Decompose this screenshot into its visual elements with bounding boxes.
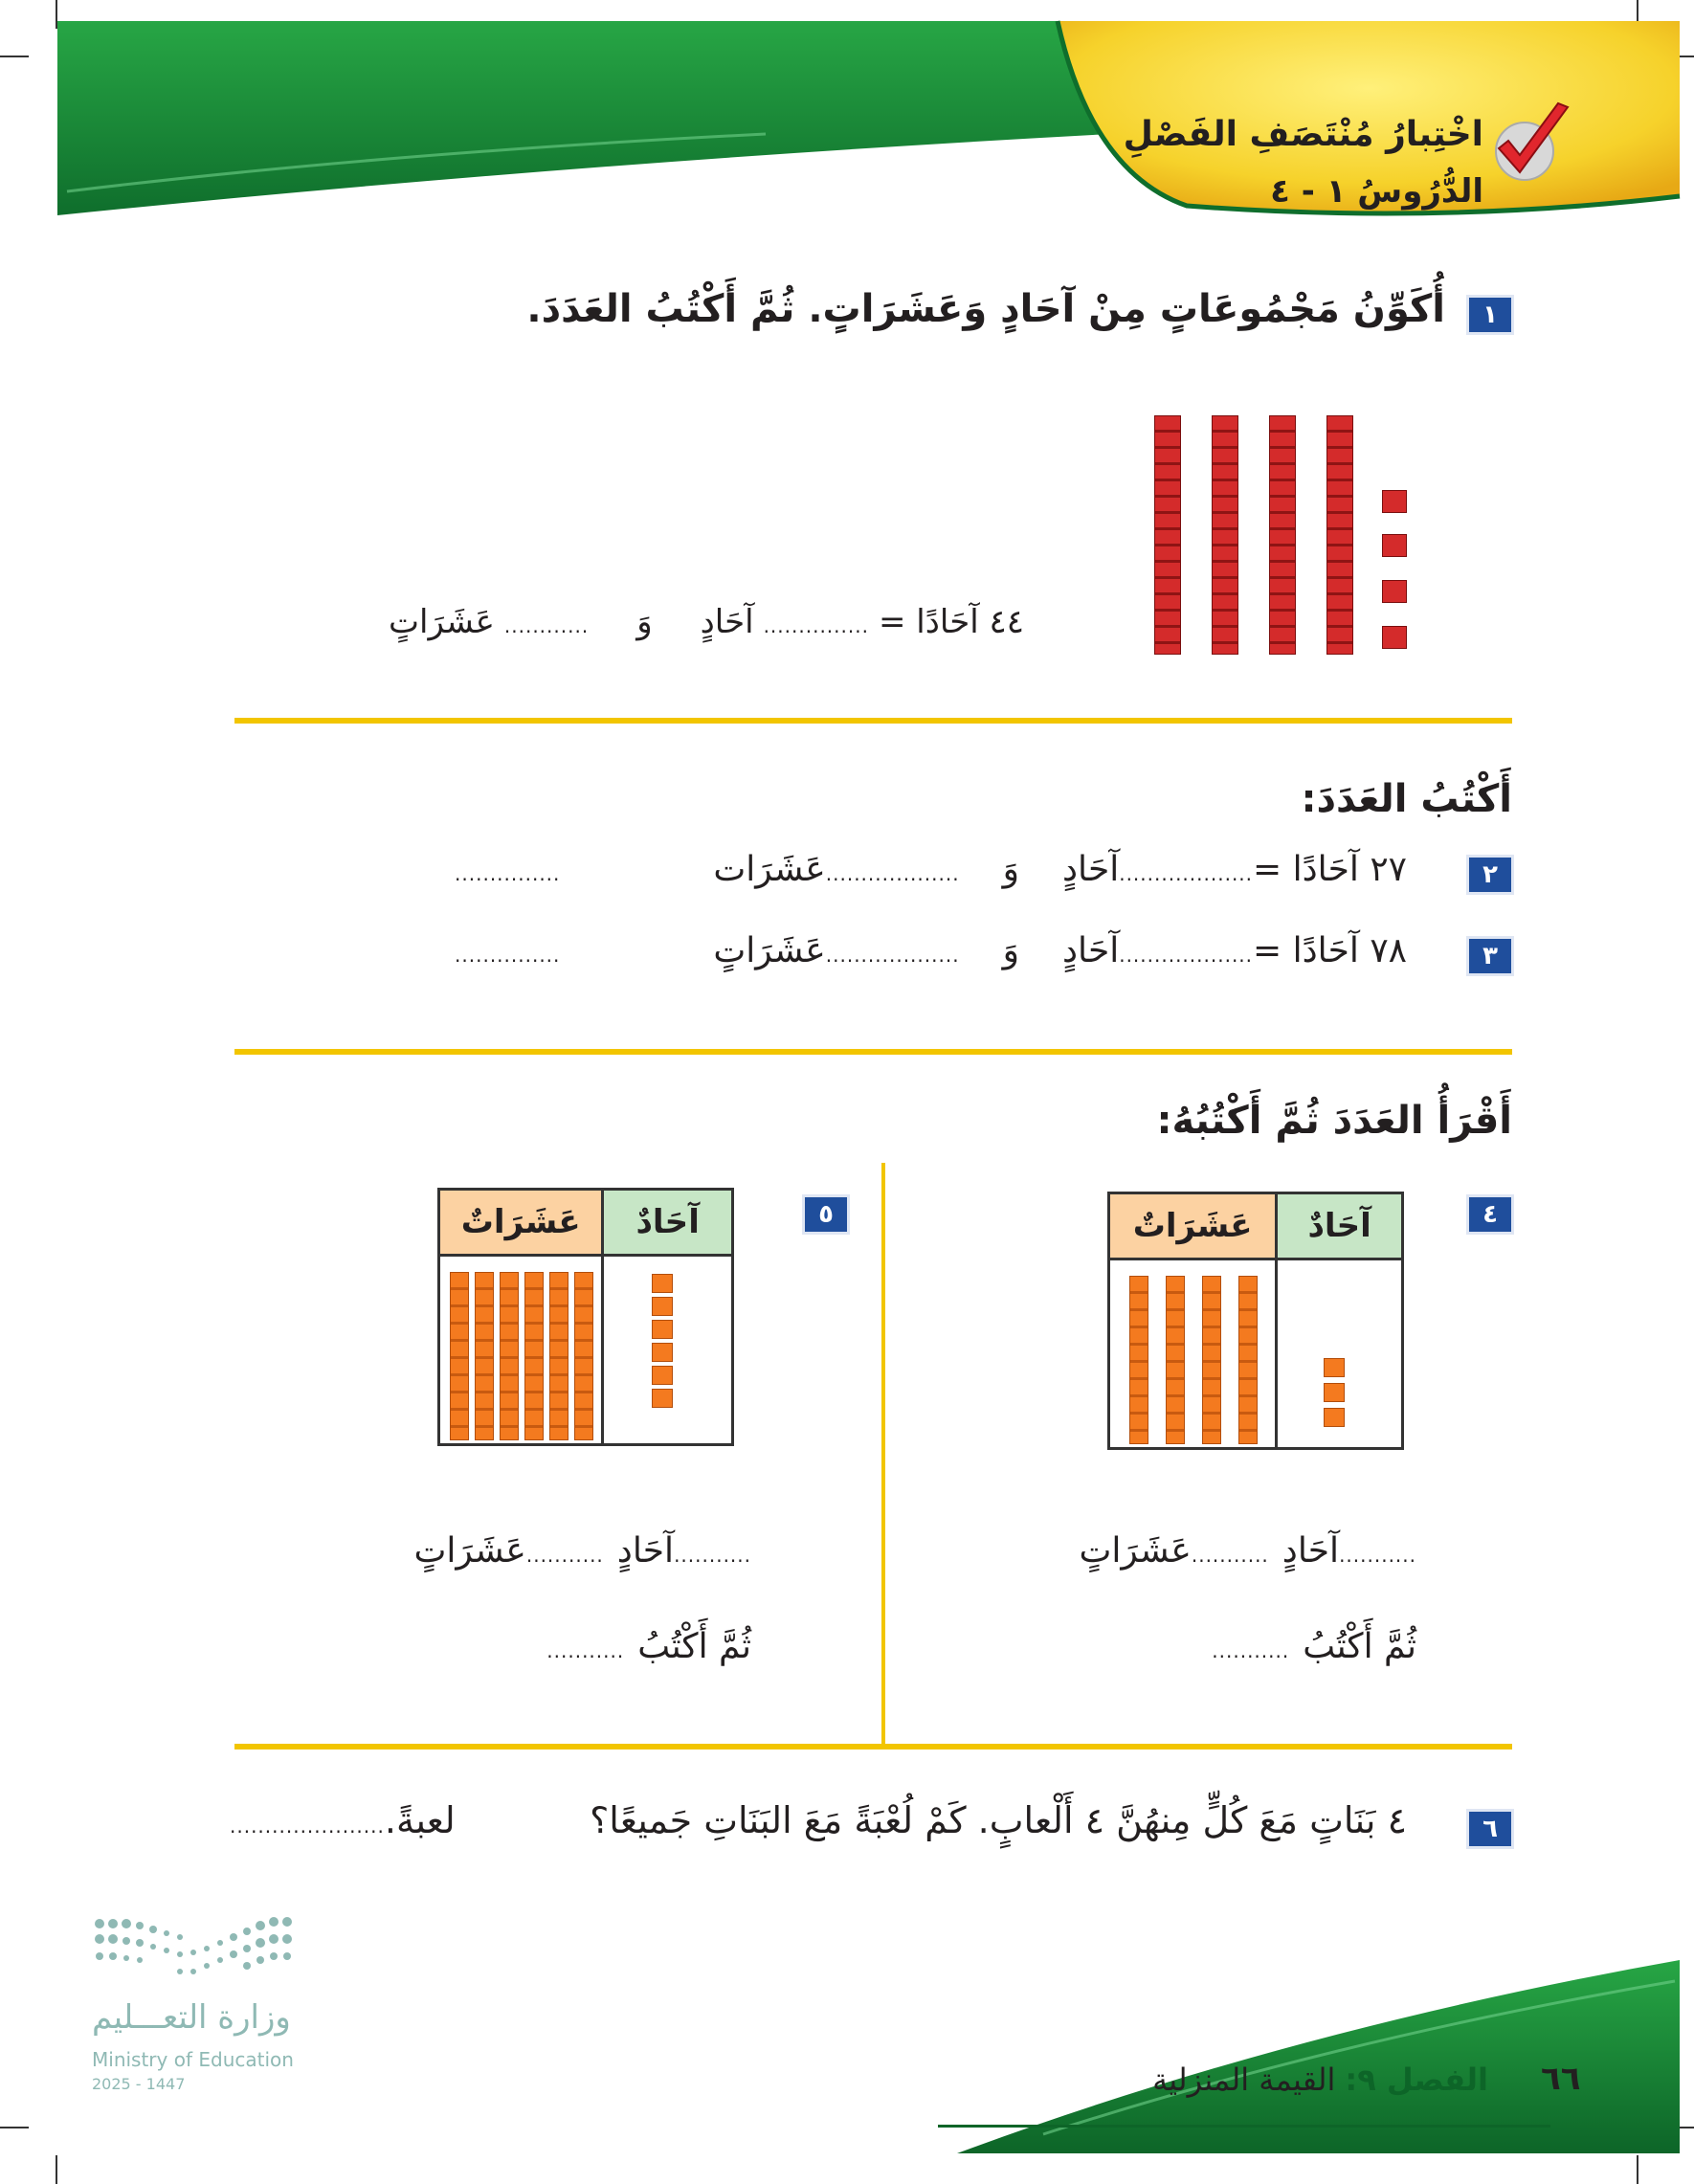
ministry-logo-icon [92,1914,302,1987]
ones-header: آحَادٌ [1278,1194,1401,1258]
one-cube [1324,1358,1345,1377]
one-cube [1382,490,1407,513]
ten-rod [549,1272,568,1440]
answer-blank[interactable]: ........... [525,1544,604,1567]
then-write: ثُمَّ أَكْتُبُ [637,1627,751,1666]
count-label: ٤٤ آحَادًا = [878,603,1024,641]
tens-word: عَشَرَاتٍ [1079,1531,1192,1571]
and-word: وَ [1002,850,1019,889]
tens-column [440,1257,604,1446]
answer-blank[interactable]: ............... [763,614,869,637]
ones-word: آحَادٍ [700,603,754,641]
section-heading: أَقْرَأُ العَدَدَ ثُمَّ أَكْتُبُهُ: [1156,1099,1512,1143]
answer-blank[interactable]: ........... [1191,1544,1269,1567]
question-number-badge: ٤ [1466,1194,1514,1235]
number-answer-blank[interactable]: ........... [546,1639,625,1662]
ten-rod [1269,415,1296,655]
answer-blank[interactable]: ...................... [230,1815,385,1838]
one-cube [652,1366,673,1385]
checkmark-icon [1482,96,1577,191]
ones-word: آحَادٍ [1282,1531,1340,1571]
one-cube [652,1297,673,1316]
question-number-badge: ٣ [1466,936,1514,976]
answer-blank[interactable]: ............ [503,614,590,637]
ten-rod [574,1272,593,1440]
page-number: ٦٦ [1541,2060,1581,2098]
one-cube [652,1274,673,1293]
tens-word: عَشَرَاتٍ [413,1531,526,1571]
ten-rod [1129,1276,1148,1444]
one-cube [652,1320,673,1339]
chapter-title: القيمة المنزلية [1152,2061,1336,2098]
section-heading: أَكْتُبُ العَدَدَ: [1301,777,1512,821]
question-number-badge: ١ [1466,295,1514,335]
question-number-badge: ٥ [802,1194,850,1235]
one-cube [1382,580,1407,603]
tens-header: عَشَرَاتٌ [1110,1194,1278,1258]
count-label: ٢٧ آحَادًا = [1253,850,1407,889]
ten-rod [524,1272,544,1440]
ministry-name-arabic: وزارة التعـــليم [92,1998,291,2037]
count-label: ٧٨ آحَادًا = [1253,931,1407,970]
ten-rod [1202,1276,1221,1444]
ten-rod [450,1272,469,1440]
and-word: وَ [1002,931,1019,970]
ministry-year: 2025 - 1447 [92,2075,186,2093]
page-title: اخْتِبارُ مُنْتَصَفِ الفَصْلِ [1123,115,1483,154]
ones-header: آحَادٌ [604,1191,731,1254]
ten-rod [475,1272,494,1440]
table4-line1 [1080,1531,1417,1571]
ones-word: آحَادٍ [1061,850,1120,889]
tens-word: عَشَرَاتٍ [713,931,826,970]
chapter-label: الفصل ٩: [1345,2061,1488,2098]
ones-column [604,1257,731,1446]
ten-rod [1326,415,1353,655]
question-number-badge: ٦ [1466,1809,1514,1849]
q2-line [455,850,1407,889]
number-answer-blank[interactable]: ........... [1212,1639,1290,1662]
answer-blank[interactable]: ................... [1119,944,1254,967]
table5-line1 [414,1531,752,1571]
number-answer-blank[interactable]: ............... [455,862,561,885]
place-value-table [1107,1192,1404,1450]
section-divider [234,718,1512,724]
answer-blank[interactable]: ........... [1339,1544,1416,1567]
tens-word: عَشَرَات [713,850,826,889]
section-divider [234,1049,1512,1055]
footer-rule [938,2125,1550,2128]
question-prompt: ٤ بَنَاتٍ مَعَ كُلٍّ مِنهُنَّ ٤ أَلْعابٍ. كَمْ لُعْبَةً مَعَ البَنَاتِ جَميعًا؟ [590,1799,1407,1841]
table4-line2 [1212,1627,1416,1666]
ones-word: آحَادٍ [616,1531,675,1571]
one-cube [652,1389,673,1408]
ones-column [1278,1260,1401,1450]
answer-blank[interactable]: ................... [1119,862,1254,885]
one-cube [1324,1383,1345,1402]
ten-rod [500,1272,519,1440]
question-prompt: أُكَوِّنُ مَجْمُوعَاتٍ مِنْ آحَادٍ وَعَشَرَاتٍ. ثُمَّ أَكْتُبُ العَدَدَ. [526,287,1445,331]
answer-blank[interactable]: ........... [674,1544,751,1567]
ten-rod [1154,415,1181,655]
q6-answer [230,1799,456,1841]
tens-column [1110,1260,1278,1450]
ten-rod [1212,415,1238,655]
tens-header: عَشَرَاتٌ [440,1191,604,1254]
question-number-badge: ٢ [1466,855,1514,895]
q1-answer-line [389,603,1024,641]
ministry-name-english: Ministry of Education [92,2048,294,2071]
and-word: وَ [636,603,653,641]
page-subtitle: الدُّرُوسُ ١ - ٤ [1270,172,1483,211]
tens-word: عَشَرَاتٍ [389,603,495,641]
answer-blank[interactable]: ................... [825,944,960,967]
ten-rod [1166,1276,1185,1444]
number-answer-blank[interactable]: ............... [455,944,561,967]
answer-unit: لعبةً. [384,1799,456,1841]
one-cube [1382,534,1407,557]
chapter-info [1152,2061,1488,2098]
place-value-table [437,1188,734,1446]
then-write: ثُمَّ أَكْتُبُ [1303,1627,1416,1666]
one-cube [1324,1408,1345,1427]
answer-blank[interactable]: ................... [825,862,960,885]
table5-line2 [546,1627,751,1666]
q3-line [455,931,1407,970]
ten-rod [1238,1276,1258,1444]
base-ten-model [1148,412,1416,660]
one-cube [1382,626,1407,649]
column-divider [881,1163,885,1747]
ones-word: آحَادٍ [1061,931,1120,970]
one-cube [652,1343,673,1362]
section-divider [234,1744,1512,1749]
